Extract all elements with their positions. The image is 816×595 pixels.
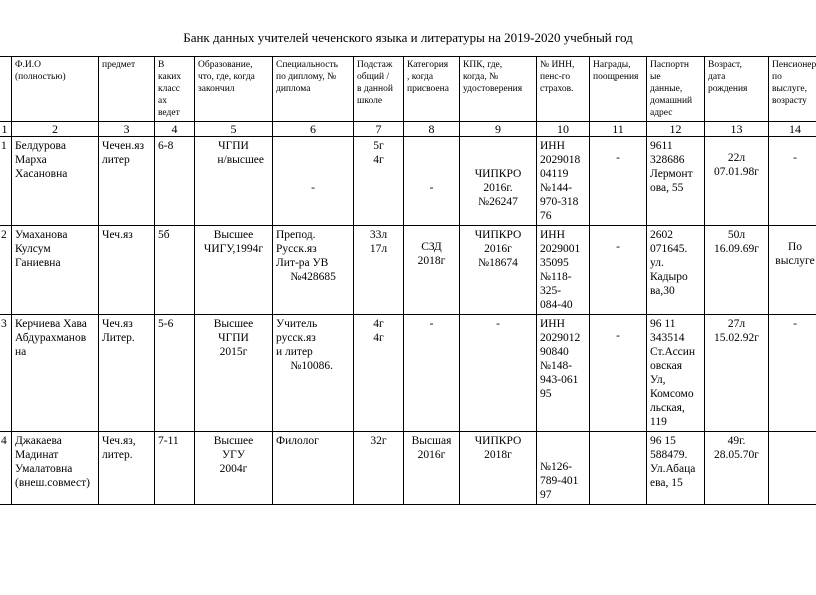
header-cell: Награды, поощрения — [590, 57, 647, 122]
cell-awards: - — [590, 315, 647, 432]
cell-education: ЧГПИ н/высшее — [195, 137, 273, 226]
header-cell: № ИНН, пенс-го страхов. — [537, 57, 590, 122]
cell-num: 1 — [0, 137, 12, 226]
header-cell: Ф.И.О (полностью) — [12, 57, 99, 122]
cell-kpk: ЧИПКРО 2016г. №26247 — [460, 137, 537, 226]
header-cell: Категория , когда присвоена — [404, 57, 460, 122]
cell-category: - — [404, 137, 460, 226]
column-number-cell: 12 — [647, 122, 705, 137]
column-number-cell: 13 — [705, 122, 769, 137]
cell-age: 27л 15.02.92г — [705, 315, 769, 432]
cell-inn: ИНН 2029001 35095 №118- 325- 084-40 — [537, 226, 590, 315]
cell-subject: Чечен.яз литер — [99, 137, 155, 226]
cell-subject: Чеч.яз — [99, 226, 155, 315]
header-cell: Подстаж общий / в данной школе — [354, 57, 404, 122]
header-cell: Образование, что, где, когда закончил — [195, 57, 273, 122]
cell-specialty: Учитель русск.яз и литер №10086. — [273, 315, 354, 432]
cell-experience: 32г — [354, 432, 404, 505]
cell-inn: ИНН 2029012 90840 №148- 943-061 95 — [537, 315, 590, 432]
cell-fio: Белдурова Марха Хасановна — [12, 137, 99, 226]
cell-num: 4 — [0, 432, 12, 505]
cell-fio: Керчиева Хава Абдурахманов на — [12, 315, 99, 432]
header-row — [0, 57, 816, 122]
column-number-cell: 5 — [195, 122, 273, 137]
column-number-cell: 8 — [404, 122, 460, 137]
cell-category: - — [404, 315, 460, 432]
teachers-table — [0, 56, 816, 505]
cell-subject: Чеч.яз Литер. — [99, 315, 155, 432]
cell-inn: №126- 789-401 97 — [537, 432, 590, 505]
header-cell: Специальность по диплому, № диплома — [273, 57, 354, 122]
cell-passport: 2602 071645. ул. Кадыро ва,30 — [647, 226, 705, 315]
cell-pension: По выслуге — [769, 226, 816, 315]
cell-experience: 4г 4г — [354, 315, 404, 432]
column-number-cell: 14 — [769, 122, 816, 137]
cell-classes: 6-8 — [155, 137, 195, 226]
cell-pension: - — [769, 315, 816, 432]
cell-awards: - — [590, 226, 647, 315]
cell-fio: Джакаева Мадинат Умалатовна (внеш.совмест) — [12, 432, 99, 505]
cell-specialty: - — [273, 137, 354, 226]
cell-pension — [769, 432, 816, 505]
cell-passport: 96 11 343514 Ст.Ассин овская Ул, Комсомо льская, 119 — [647, 315, 705, 432]
column-number-cell: 4 — [155, 122, 195, 137]
cell-inn: ИНН 2029018 04119 №144- 970-318 76 — [537, 137, 590, 226]
table-row — [0, 226, 816, 315]
cell-specialty: Препод. Русск.яз Лит-ра УВ №428685 — [273, 226, 354, 315]
table-row — [0, 315, 816, 432]
cell-num: 2 — [0, 226, 12, 315]
header-cell: Паспортн ые данные, домашний адрес — [647, 57, 705, 122]
page-title: Банк данных учителей чеченского языка и литературы на 2019-2020 учебный год — [183, 30, 633, 45]
column-number-cell: 3 — [99, 122, 155, 137]
cell-num: 3 — [0, 315, 12, 432]
cell-awards — [590, 432, 647, 505]
column-number-cell: 9 — [460, 122, 537, 137]
cell-passport: 96 15 588479. Ул.Абаца ева, 15 — [647, 432, 705, 505]
header-cell: КПК, где, когда, № удостоверения — [460, 57, 537, 122]
header-cell — [0, 57, 12, 122]
cell-kpk: ЧИПКРО 2016г №18674 — [460, 226, 537, 315]
cell-age: 22л 07.01.98г — [705, 137, 769, 226]
cell-experience: 33л 17л — [354, 226, 404, 315]
cell-pension: - — [769, 137, 816, 226]
cell-classes: 5-6 — [155, 315, 195, 432]
column-number-cell: 11 — [590, 122, 647, 137]
header-cell: Возраст, дата рождения — [705, 57, 769, 122]
column-number-cell: 2 — [12, 122, 99, 137]
cell-education: Высшее ЧГПИ 2015г — [195, 315, 273, 432]
column-number-cell: 1 — [0, 122, 12, 137]
cell-age: 49г. 28.05.70г — [705, 432, 769, 505]
cell-education: Высшее УГУ 2004г — [195, 432, 273, 505]
cell-experience: 5г 4г — [354, 137, 404, 226]
header-cell: предмет — [99, 57, 155, 122]
cell-awards: - — [590, 137, 647, 226]
cell-category: СЗД 2018г — [404, 226, 460, 315]
column-number-cell: 6 — [273, 122, 354, 137]
cell-fio: Умаханова Кулсум Ганиевна — [12, 226, 99, 315]
header-cell: Пенсионер по выслуге, возрасту — [769, 57, 816, 122]
cell-subject: Чеч.яз, литер. — [99, 432, 155, 505]
cell-classes: 7-11 — [155, 432, 195, 505]
table-row — [0, 432, 816, 505]
cell-education: Высшее ЧИГУ,1994г — [195, 226, 273, 315]
cell-passport: 9611 328686 Лермонт ова, 55 — [647, 137, 705, 226]
cell-specialty: Филолог — [273, 432, 354, 505]
header-cell: В каких класс ах ведет — [155, 57, 195, 122]
cell-kpk: - — [460, 315, 537, 432]
cell-kpk: ЧИПКРО 2018г — [460, 432, 537, 505]
cell-category: Высшая 2016г — [404, 432, 460, 505]
cell-classes: 5б — [155, 226, 195, 315]
table-row — [0, 137, 816, 226]
column-number-cell: 7 — [354, 122, 404, 137]
column-number-cell: 10 — [537, 122, 590, 137]
cell-age: 50л 16.09.69г — [705, 226, 769, 315]
column-number-row — [0, 122, 816, 137]
